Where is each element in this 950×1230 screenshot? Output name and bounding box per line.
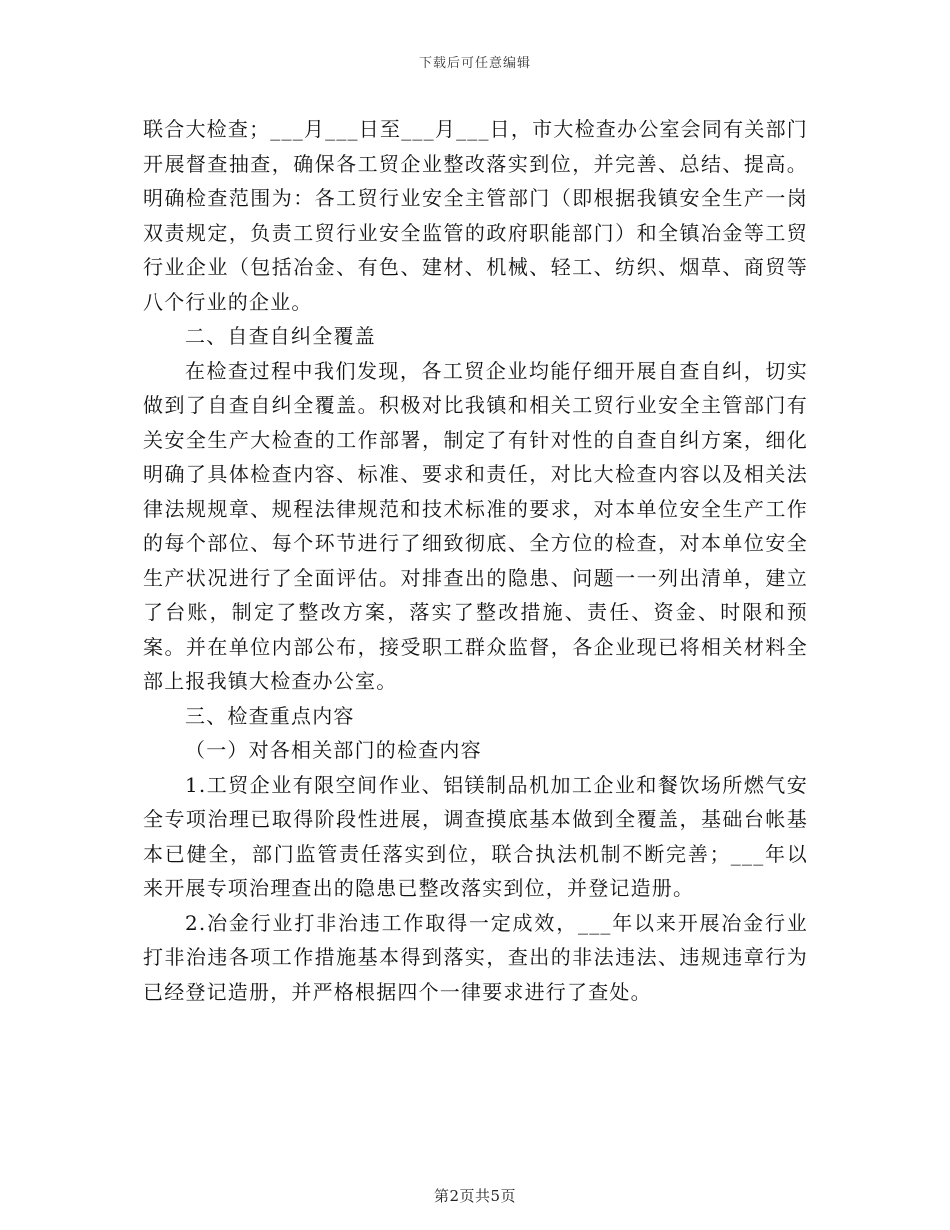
paragraph-self-check: 在检查过程中我们发现，各工贸企业均能仔细开展自查自纠，切实做到了自查自纠全覆盖。积极对比我镇和相关工贸行业安全主管部门有关安全生产大检查的工作部署，制定了有针对性的自查自纠方案，细化明确了具体检查内容、标准、要求和责任，对比大检查内容以及相关法律法规规章、规程法律规范和技术标准的要求，对本单位安全生产工作的每个部位、每个环节进行了细致彻底、全方位的检查，对本单位安全生产状况进行了全面评估。对排查出的隐患、问题一一列出清单，建立了台账，制定了整改方案，落实了整改措施、责任、资金、时限和预案。并在单位内部公布，接受职工群众监督，各企业现已将相关材料全部上报我镇大检查办公室。: [143, 358, 808, 693]
paragraph-item-2: 2.冶金行业打非治违工作取得一定成效，___年以来开展冶金行业打非治违各项工作措施基本得到落实，查出的非法违法、违规违章行为已经登记造册，并严格根据四个一律要求进行了查处。: [143, 910, 808, 1004]
page-number: 第2页共5页: [433, 1187, 517, 1205]
section-heading-key-content: 三、检查重点内容: [185, 703, 355, 728]
paragraph-inspection-scope: 联合大检查；___月___日至___月___日，市大检查办公室会同有关部门开展督查抽查，确保各工贸企业整改落实到位，并完善、总结、提高。明确检查范围为：各工贸行业安全主管部门（即根据我镇安全生产一岗双责规定，负责工贸行业安全监管的政府职能部门）和全镇冶金等工贸行业企业（包括冶金、有色、建材、机械、轻工、纺织、烟草、商贸等八个行业的企业。: [143, 117, 808, 314]
page-header: 下载后可任意编辑: [418, 56, 531, 71]
subsection-heading-departments: （一）对各相关部门的检查内容: [185, 738, 482, 762]
paragraph-item-1: 1.工贸企业有限空间作业、铝镁制品机加工企业和餐饮场所燃气安全专项治理已取得阶段性进展，调查摸底基本做到全覆盖，基础台帐基本已健全，部门监管责任落实到位，联合执法机制不断完善；___年以来开展专项治理查出的隐患已整改落实到位，并登记造册。: [143, 772, 808, 900]
document-body: [143, 112, 808, 1009]
section-heading-self-check: 二、自查自纠全覆盖: [185, 324, 376, 348]
